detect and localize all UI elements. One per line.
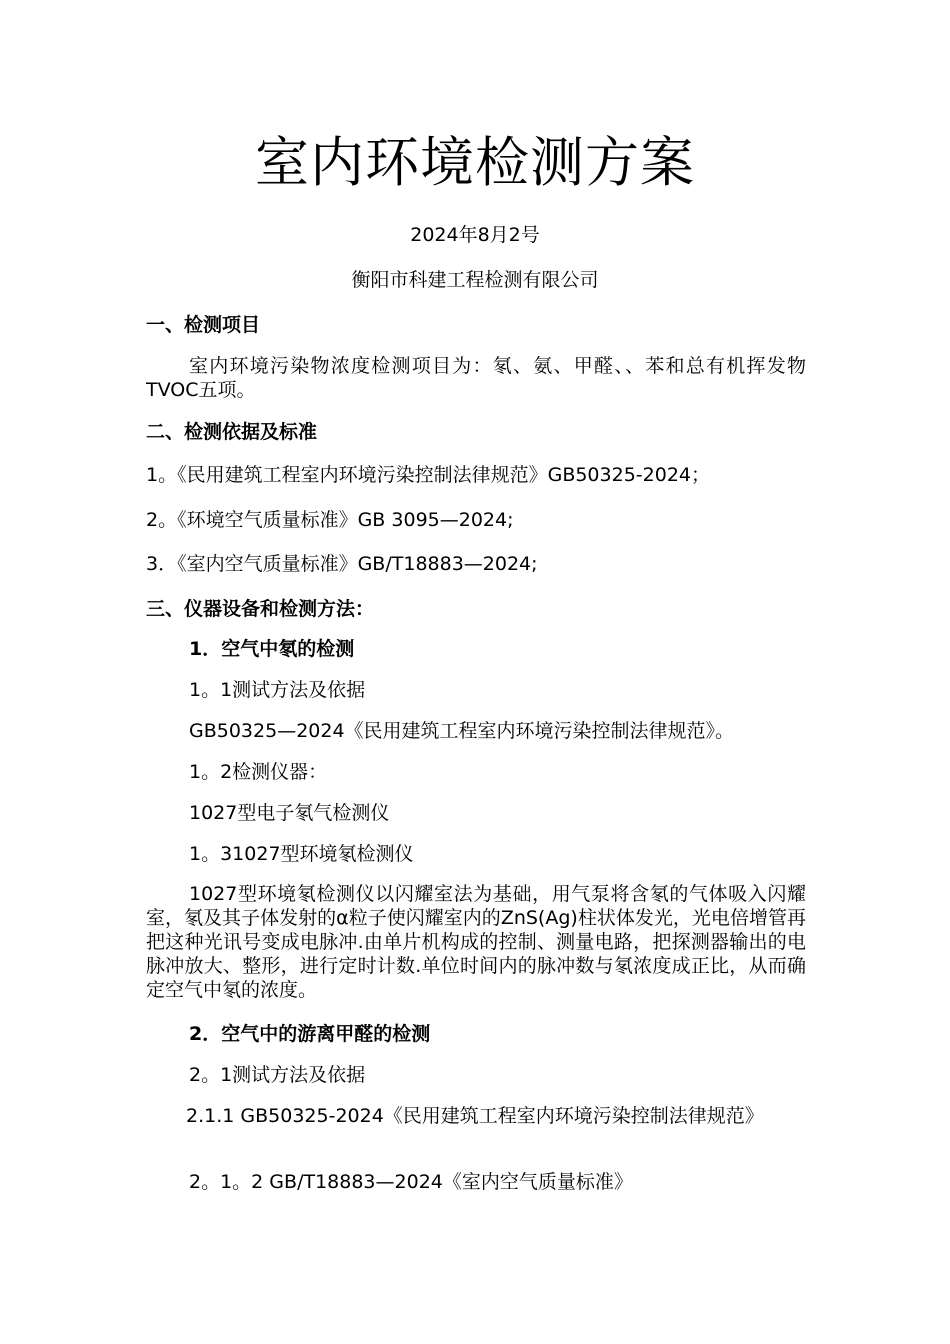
formaldehyde-reference-2: 2。1。2 GB/T18883—2024《室内空气质量标准》 xyxy=(189,1171,633,1193)
radon-instrument-model: 1。31027型环境氡检测仪 xyxy=(189,843,414,865)
radon-instrument-label: 1。2检测仪器： xyxy=(189,761,328,783)
company-name: 衡阳市科建工程检测有限公司 xyxy=(351,269,599,291)
radon-instrument-name: 1027型电子氡气检测仪 xyxy=(189,802,390,824)
radon-method-reference: GB50325—2024《民用建筑工程室内环境污染控制法律规范》。 xyxy=(189,720,735,742)
standard-item-2: 2。《环境空气质量标准》GB 3095—2024; xyxy=(146,509,514,531)
standard-item-3: 3．《室内空气质量标准》GB/T18883—2024; xyxy=(146,553,538,575)
section1-heading: 一、检测项目 xyxy=(146,314,261,336)
formaldehyde-subheading: 2．空气中的游离甲醛的检测 xyxy=(189,1023,431,1045)
standard-item-1: 1。《民用建筑工程室内环境污染控制法律规范》GB50325-2024； xyxy=(146,464,710,486)
section3-heading: 三、仪器设备和检测方法： xyxy=(146,598,375,620)
document-title: 室内环境检测方案 xyxy=(255,131,695,194)
radon-method-label: 1。1测试方法及依据 xyxy=(189,679,366,701)
section2-heading: 二、检测依据及标准 xyxy=(146,421,318,443)
formaldehyde-method-label: 2。1测试方法及依据 xyxy=(189,1064,366,1086)
formaldehyde-reference-1: 2.1.1 GB50325-2024《民用建筑工程室内环境污染控制法律规范》 xyxy=(186,1105,764,1127)
section1-body: 室内环境污染物浓度检测项目为：氡、氨、甲醛、、苯和总有机挥发物TVOC五项。 xyxy=(146,355,806,401)
radon-subheading: 1．空气中氡的检测 xyxy=(189,638,355,660)
radon-description: 1027型环境氡检测仪以闪耀室法为基础，用气泵将含氡的气体吸入闪耀室，氡及其子体发射的α粒子使闪耀室内的ZnS(Ag)柱状体发光，光电倍增管再把这种光讯号变成电脉冲.由单片机构成的控制、测量电路，把探测器输出的电脉冲放大、整形，进行定时计数.单位时间内的脉冲数与氡浓度成正比，从而确定空气中氡的浓度。 xyxy=(146,883,806,1001)
document-date: 2024年8月2号 xyxy=(410,224,540,246)
